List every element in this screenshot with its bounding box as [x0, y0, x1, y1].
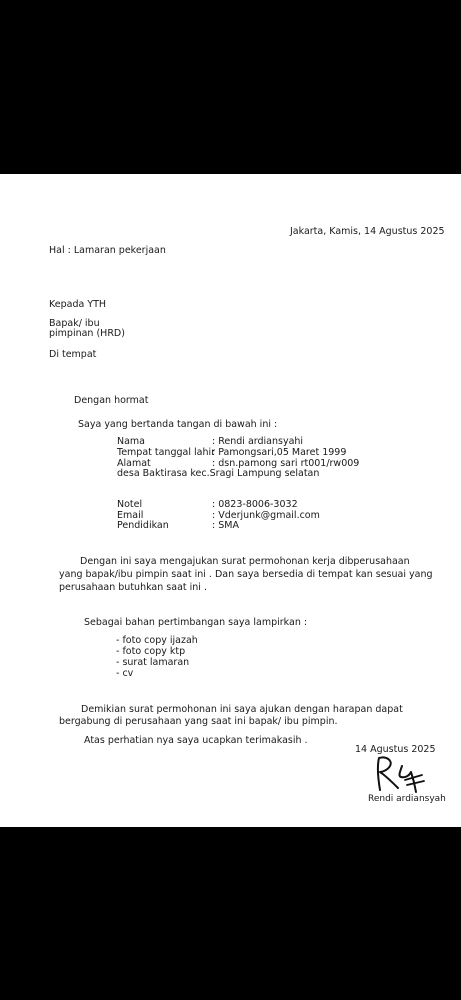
recipient-line2: pimpinan (HRD): [49, 328, 125, 339]
attachment-item: - surat lamaran: [116, 657, 190, 668]
body-line: yang bapak/ibu pimpin saat ini . Dan saya bersedia di tempat kan sesuai yang: [59, 569, 433, 580]
identity-label: Tempat tanggal lahir: [117, 447, 216, 458]
closing-line: Demikian surat permohonan ini saya ajukan dengan harapan dapat: [81, 704, 403, 715]
identity-value: : Pamongsari,05 Maret 1999: [212, 447, 347, 458]
subject: Hal : Lamaran pekerjaan: [49, 245, 166, 256]
closing-line: bergabung di perusahaan yang saat ini bapak/ ibu pimpin.: [59, 716, 338, 727]
identity-label: Nama: [117, 436, 146, 447]
letter-page: [0, 174, 461, 827]
address-line2: desa Baktirasa kec.Sragi Lampung selatan: [117, 468, 320, 479]
identity-value: : dsn.pamong sari rt001/rw009: [212, 458, 360, 469]
signer-name: Rendi ardiansyah: [368, 794, 446, 804]
attachment-item: - foto copy ktp: [116, 646, 186, 657]
intro: Saya yang bertanda tangan di bawah ini :: [78, 419, 278, 430]
place-date: Jakarta, Kamis, 14 Agustus 2025: [290, 226, 445, 237]
contact-label: Email: [117, 510, 144, 521]
contact-label: Notel: [117, 499, 143, 510]
attachments-intro: Sebagai bahan pertimbangan saya lampirkan :: [84, 617, 308, 628]
body-line: Dengan ini saya mengajukan surat permohonan kerja dibperusahaan: [80, 556, 410, 567]
identity-value: : Rendi ardiansyahi: [212, 436, 304, 447]
recipient-location: Di tempat: [49, 349, 97, 360]
sign-date: 14 Agustus 2025: [355, 744, 436, 755]
handwritten-signature: [372, 754, 432, 796]
contact-value: : SMA: [212, 520, 239, 531]
greeting: Dengan hormat: [74, 395, 149, 406]
recipient-line1: Bapak/ ibu: [49, 318, 100, 329]
contact-value: : Vderjunk@gmail.com: [212, 510, 320, 521]
recipient-to: Kepada YTH: [49, 299, 107, 310]
contact-value: : 0823-8006-3032: [212, 499, 298, 510]
body-line: perusahaan butuhkan saat ini .: [59, 582, 207, 593]
contact-label: Pendidikan: [117, 520, 169, 531]
identity-label: Alamat: [117, 458, 151, 469]
attachment-item: - cv: [116, 668, 134, 679]
thanks: Atas perhatian nya saya ucapkan terimakasih .: [84, 735, 308, 746]
attachment-item: - foto copy ijazah: [116, 635, 198, 646]
